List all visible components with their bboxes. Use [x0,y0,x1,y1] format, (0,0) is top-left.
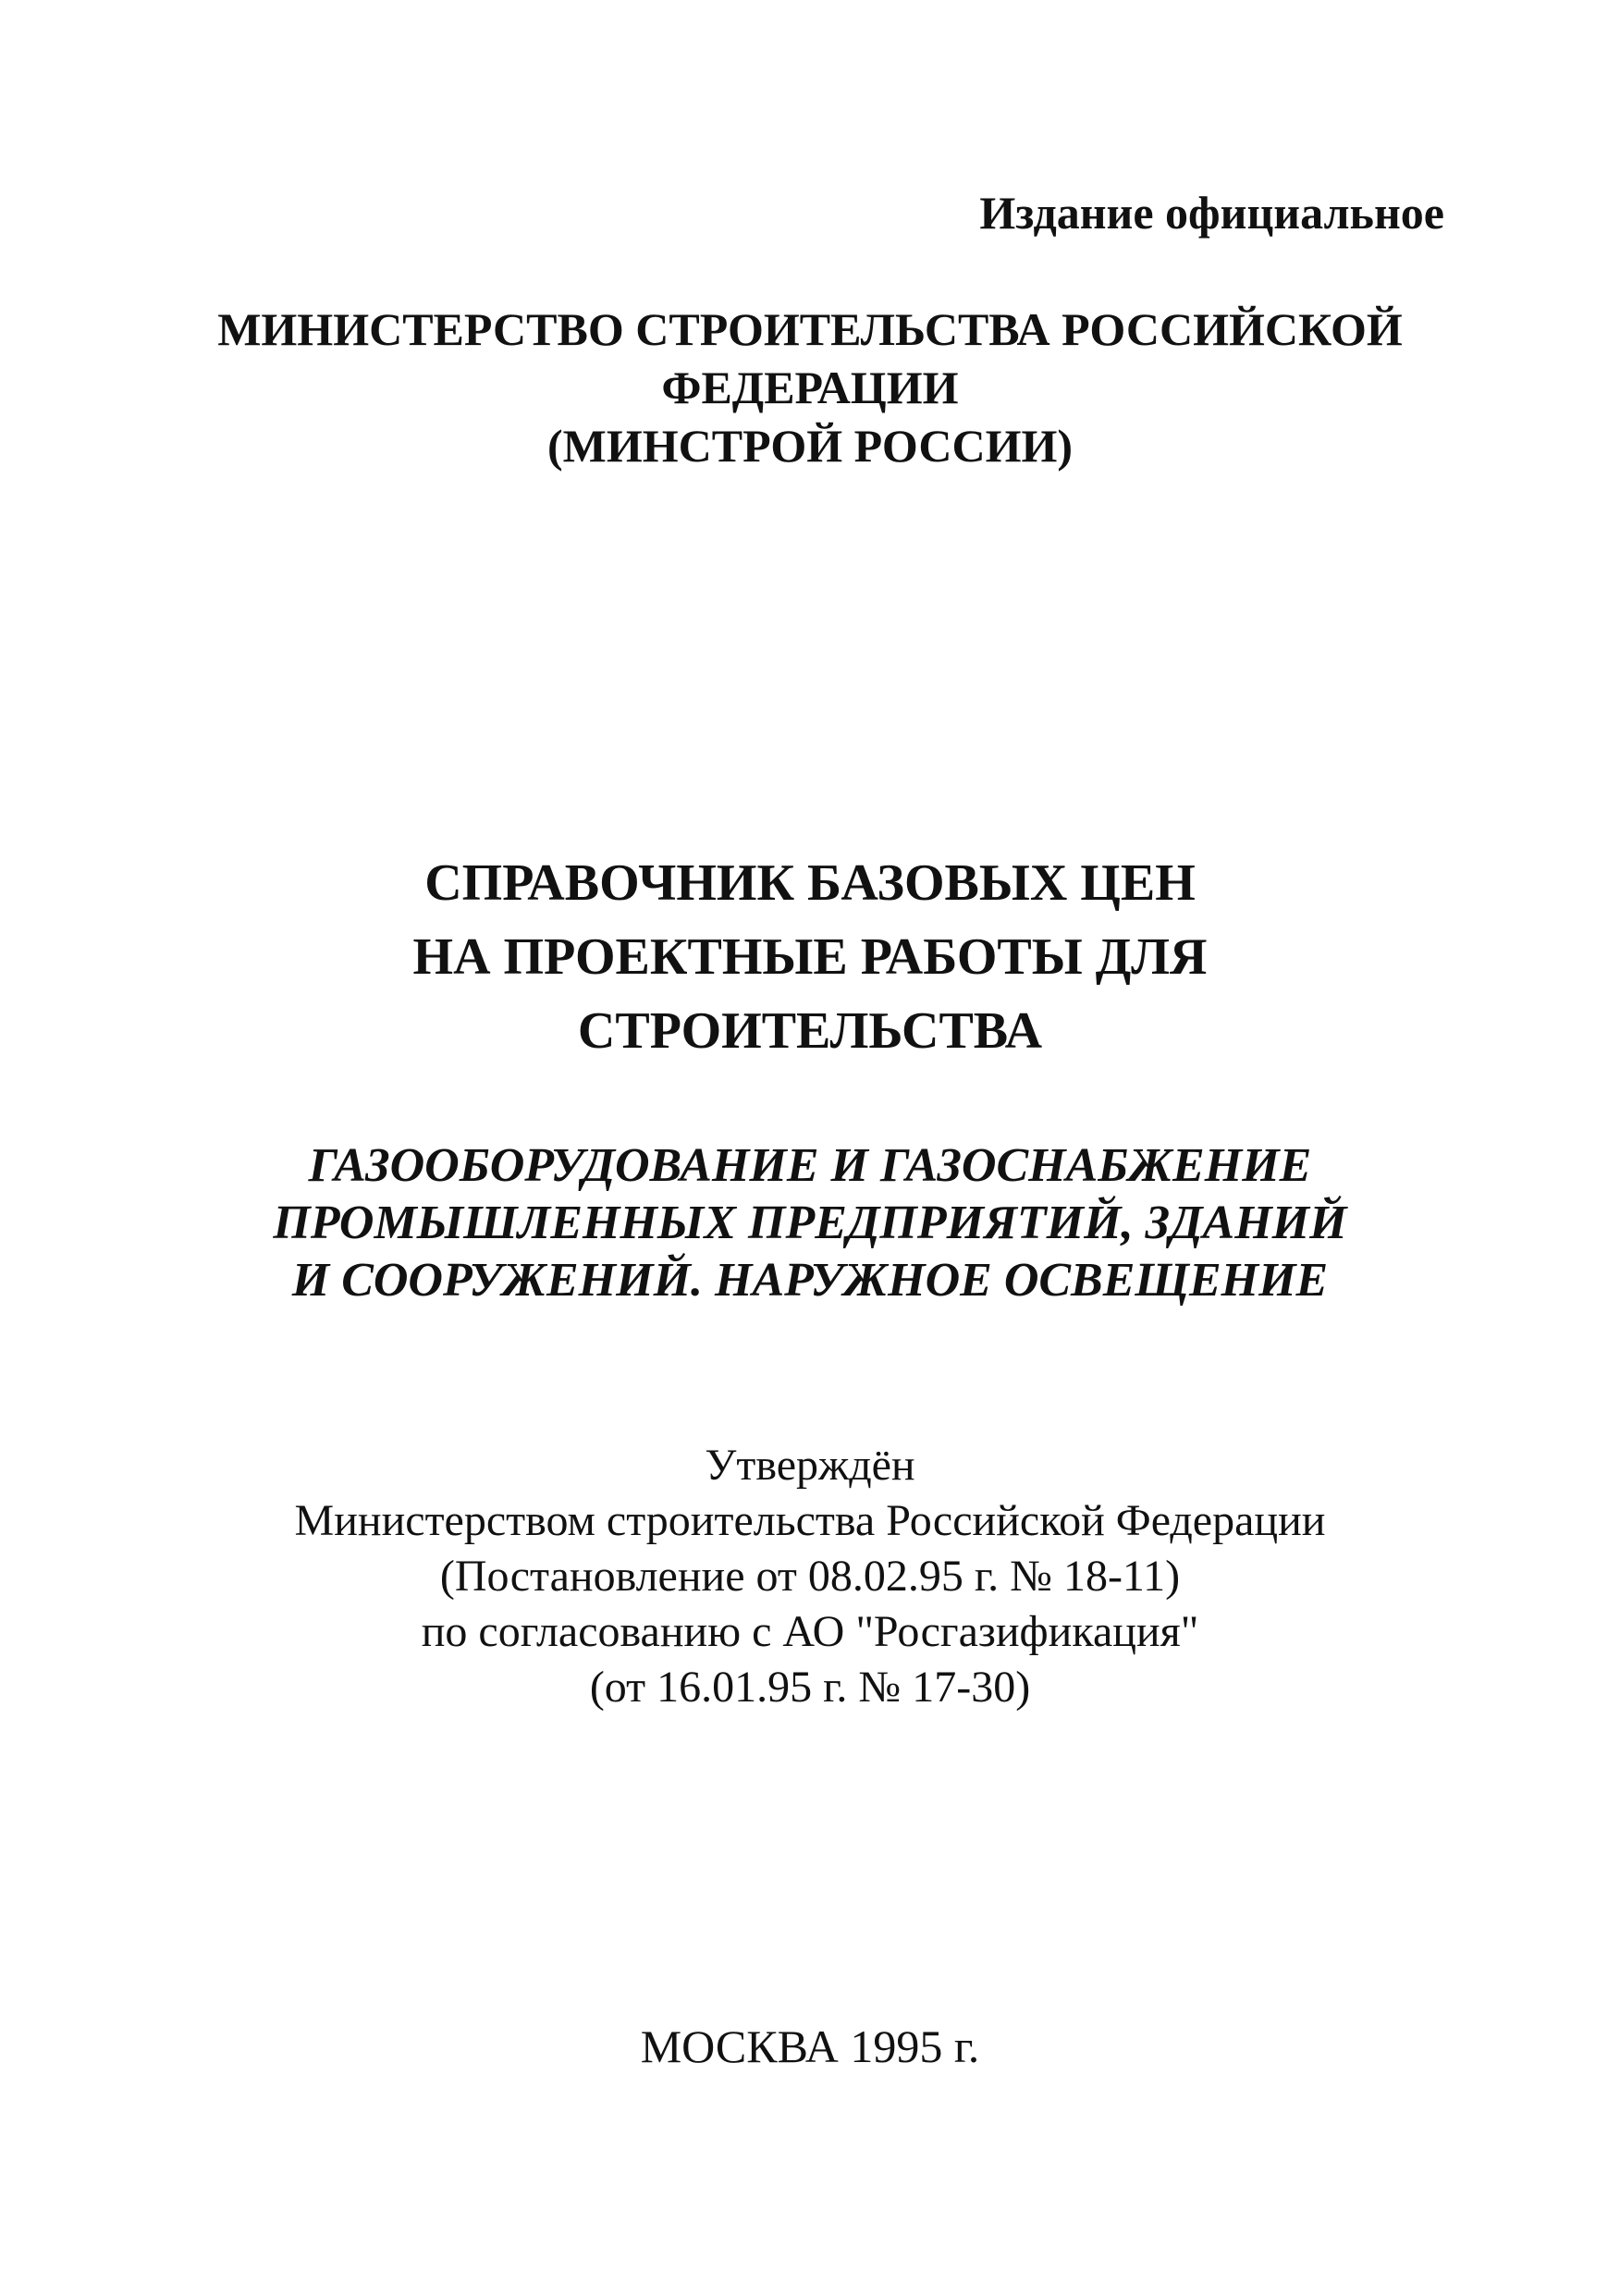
approval-line: (Постановление от 08.02.95 г. № 18-11) [439,1552,1181,1601]
title-line: НА ПРОЕКТНЫЕ РАБОТЫ ДЛЯ [412,928,1208,986]
title-line: СТРОИТЕЛЬСТВА [577,1002,1043,1060]
ministry-heading [0,301,1620,475]
approval-line: Утверждён [705,1441,915,1490]
edition-note: Издание официальное [979,187,1444,239]
approval-line: (от 16.01.95 г. № 17-30) [589,1663,1031,1712]
approval-block [0,1438,1620,1715]
place-and-year: МОСКВА 1995 г. [640,2020,980,2072]
ministry-line: МИНИСТЕРСТВО СТРОИТЕЛЬСТВА РОССИЙСКОЙ [217,303,1403,355]
document-subtitle [0,1137,1620,1309]
subtitle-line: ГАЗООБОРУДОВАНИЕ И ГАЗОСНАБЖЕНИЕ [308,1139,1312,1192]
subtitle-line: И СООРУЖЕНИЙ. НАРУЖНОЕ ОСВЕЩЕНИЕ [291,1254,1329,1307]
ministry-line: (МИНСТРОЙ РОССИИ) [546,420,1074,472]
document-title [0,846,1620,1068]
approval-line: Министерством строительства Российской Федерации [294,1496,1326,1545]
approval-line: по согласованию с АО "Росгазификация" [421,1607,1199,1656]
ministry-line: ФЕДЕРАЦИИ [661,362,959,413]
subtitle-line: ПРОМЫШЛЕННЫХ ПРЕДПРИЯТИЙ, ЗДАНИЙ [273,1197,1347,1249]
title-line: СПРАВОЧНИК БАЗОВЫХ ЦЕН [424,854,1196,912]
